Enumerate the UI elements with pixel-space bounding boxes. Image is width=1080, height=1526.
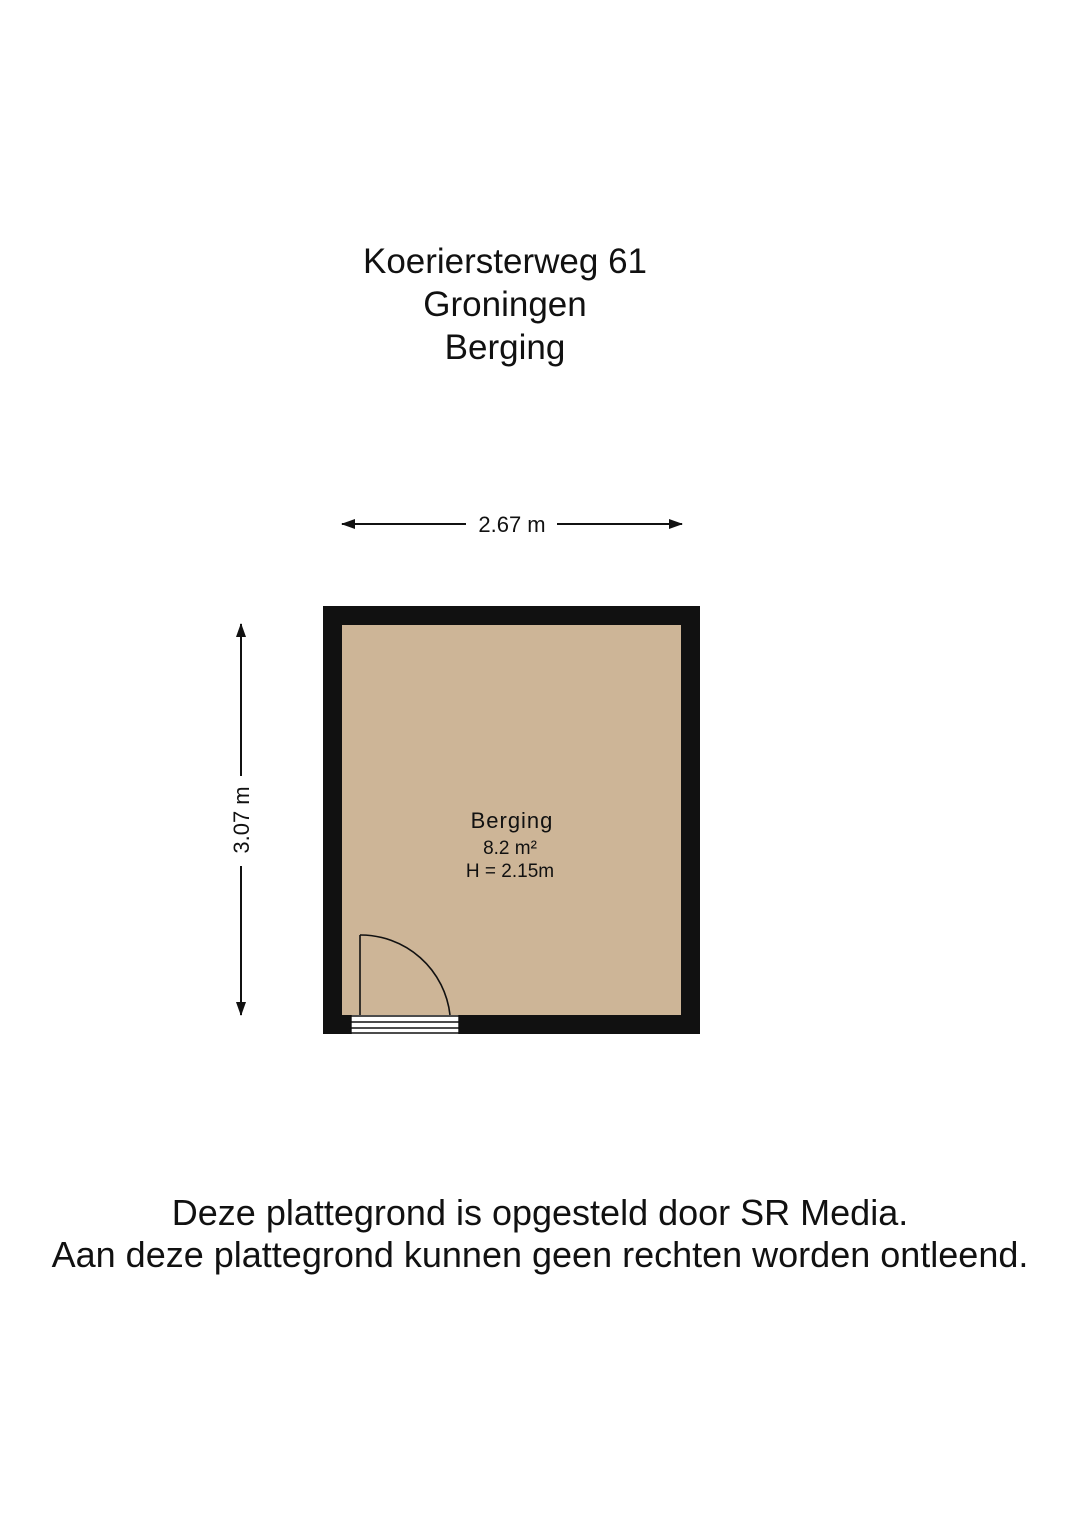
disclaimer-line-1: Deze plattegrond is opgesteld door SR Media. (171, 1192, 909, 1233)
floor-name-line: Berging (444, 328, 566, 367)
disclaimer-line-2: Aan deze plattegrond kunnen geen rechten worden ontleend. (51, 1234, 1029, 1275)
door-opening (351, 1015, 459, 1034)
width-dimension (342, 512, 682, 537)
room-berging (323, 606, 700, 1034)
height-label: 3.07 m (229, 786, 254, 854)
room-ceiling-height: H = 2.15m (465, 861, 555, 882)
width-label: 2.67 m (478, 512, 546, 537)
room-area: 8.2 m² (483, 838, 537, 859)
room-name: Berging (470, 808, 554, 833)
city-line: Groningen (423, 285, 587, 324)
height-dimension (229, 624, 254, 1015)
address-line: Koeriersterweg 61 (362, 242, 648, 281)
disclaimer (0, 1192, 1080, 1276)
